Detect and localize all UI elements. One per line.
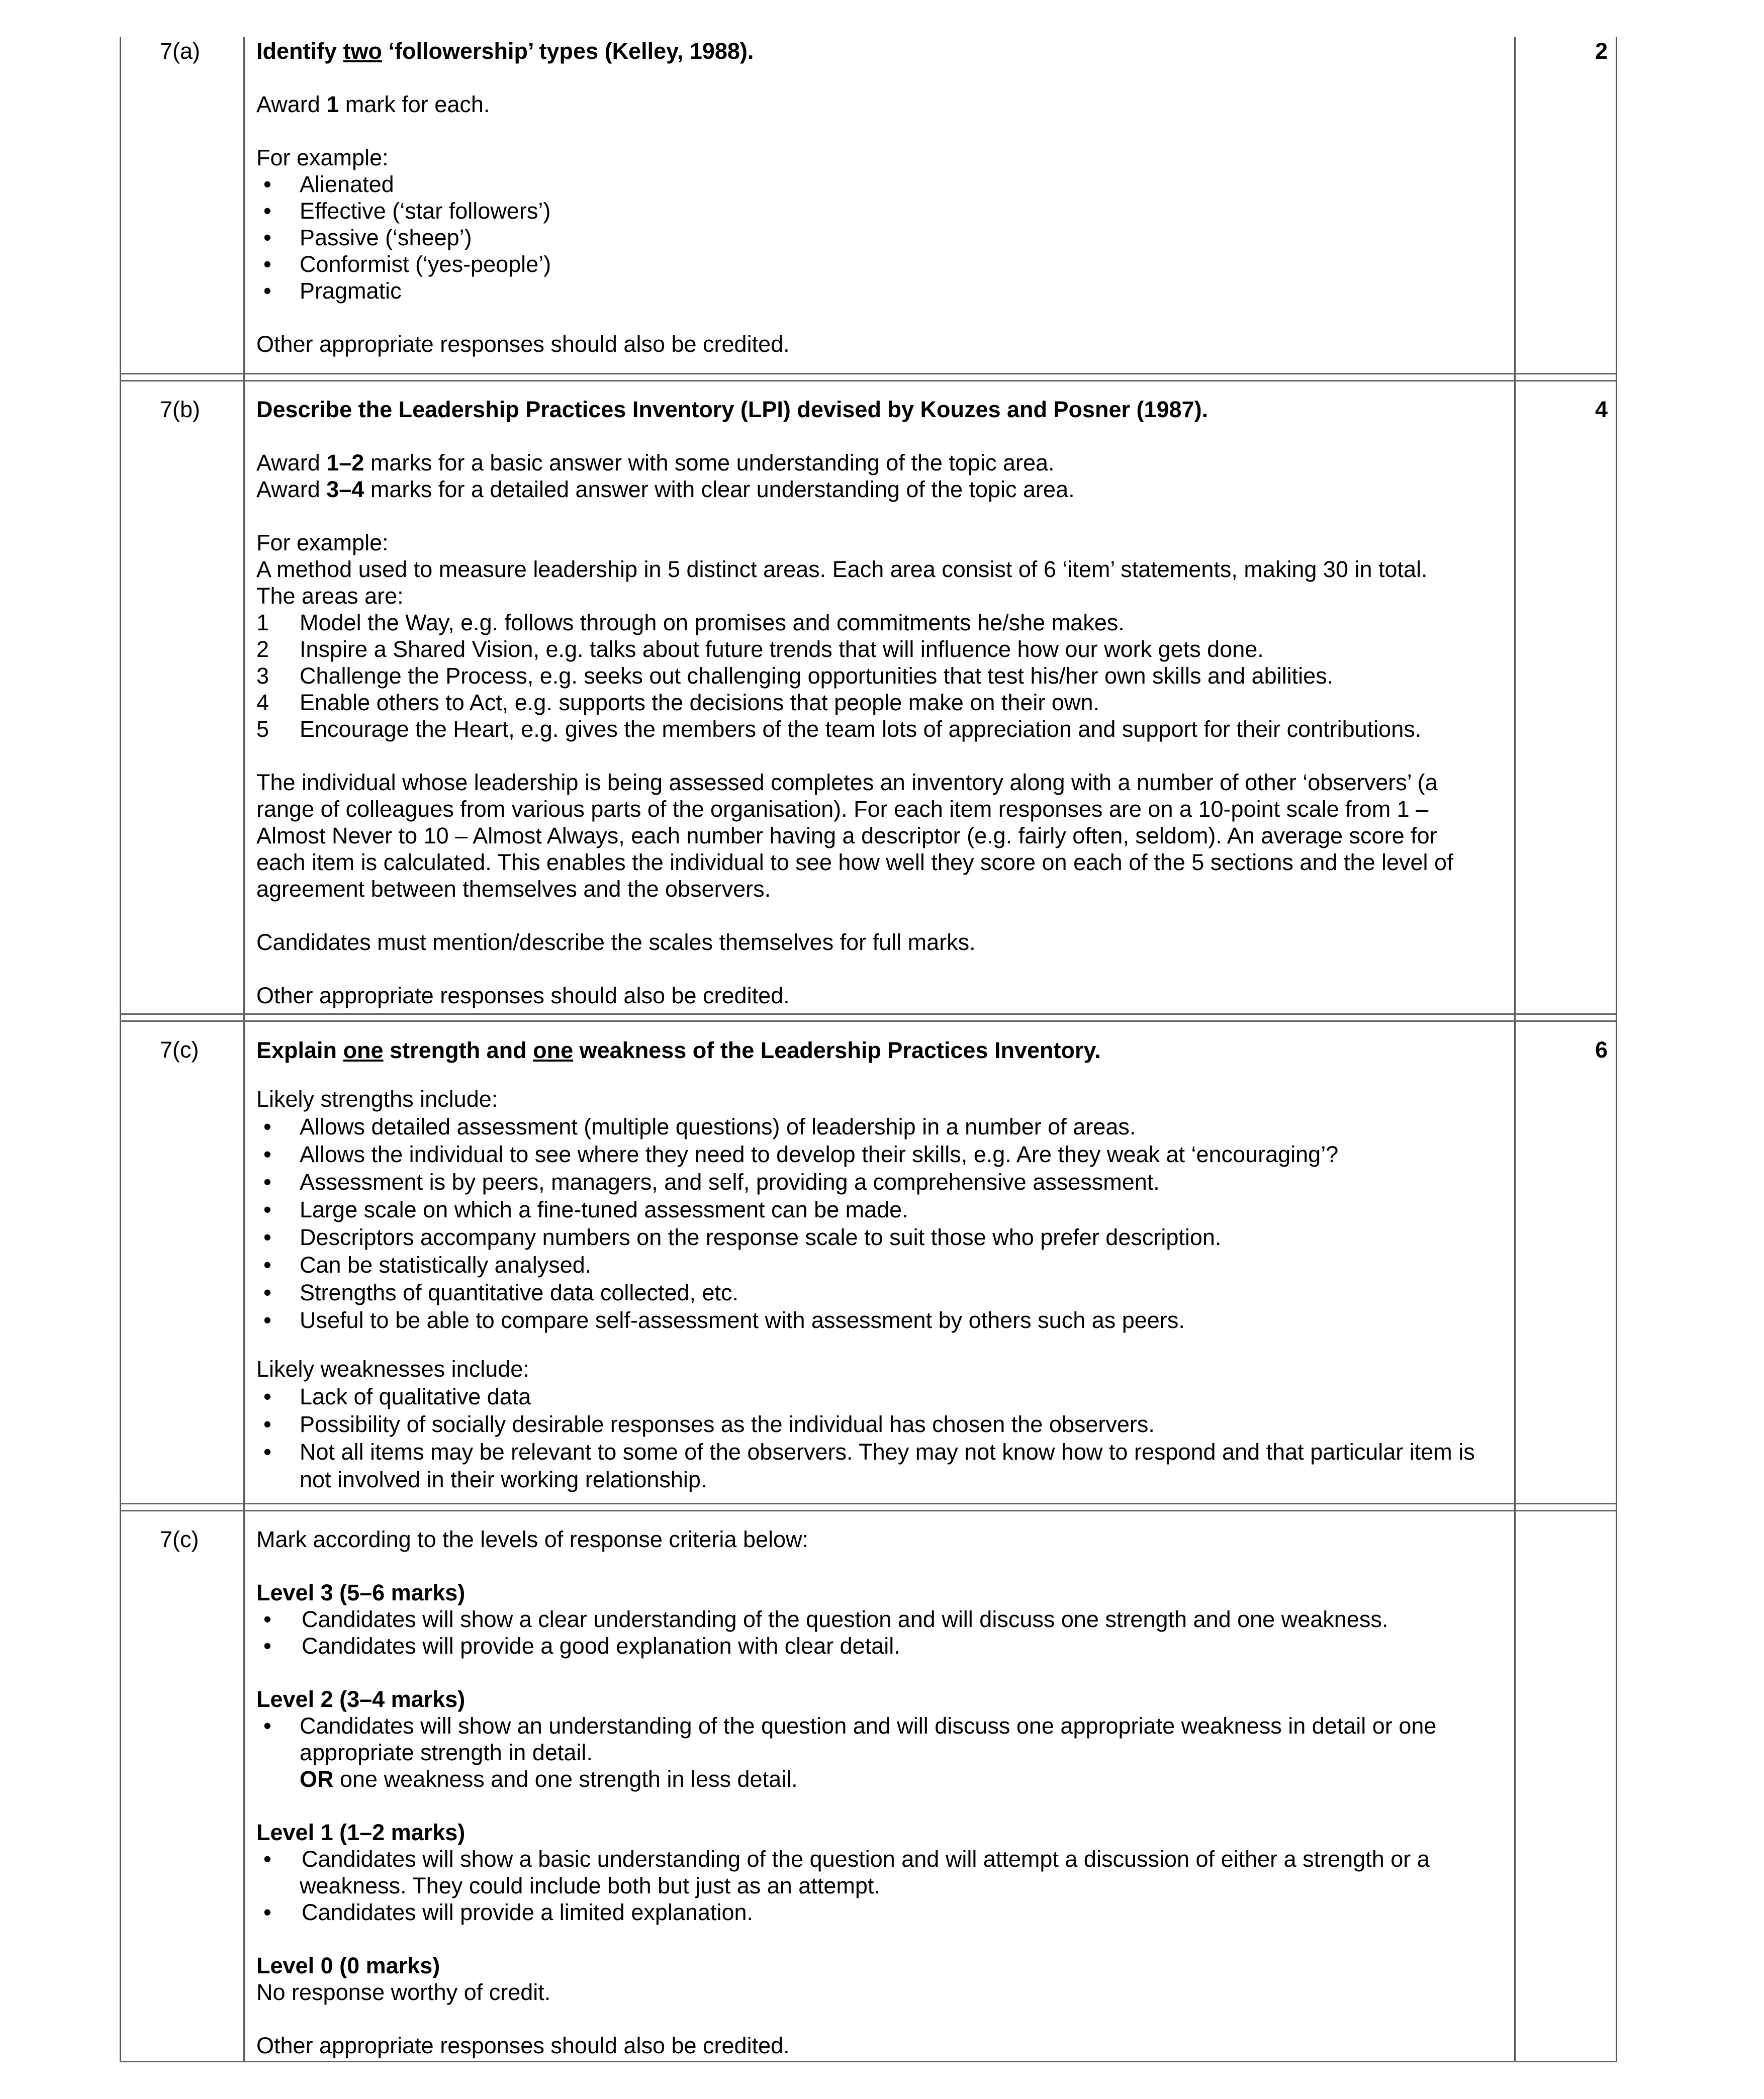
list-item: • Lack of qualitative data (256, 1383, 1493, 1410)
level-0-title: Level 0 (0 marks) (256, 1953, 440, 1978)
list-item: • Conformist (‘yes-people’) (256, 251, 1493, 277)
list-item: • Candidates will show an understanding of the question and will discuss one appropriate weakness in detail or one appropriate strength in detail. OR one weakness and one strength in less detail. (256, 1712, 1493, 1792)
paragraph-line: agreement between themselves and the observers. (256, 876, 771, 902)
list-item: • Pragmatic (256, 277, 1493, 304)
intro-text: The areas are: (256, 583, 404, 609)
level-0-text: No response worthy of credit. (256, 1979, 551, 2005)
question-number: 7(b) (160, 397, 201, 422)
list-item: 1 Model the Way, e.g. follows through on promises and commitments he/she makes. (256, 610, 1125, 635)
list-item: • Allows detailed assessment (multiple questions) of leadership in a number of areas. (256, 1113, 1493, 1140)
lpi-areas-list (256, 609, 1493, 742)
row-divider-1b (120, 380, 1617, 381)
list-item: • Strengths of quantitative data collected, etc. (256, 1279, 1493, 1306)
list-item: • Assessment is by peers, managers, and self, providing a comprehensive assessment. (256, 1168, 1493, 1196)
award-instruction: Award 1–2 marks for a basic answer with some understanding of the topic area. (256, 450, 1055, 475)
paragraph-line: each item is calculated. This enables the individual to see how well they score on each of the 5 sections and the level of (256, 849, 1453, 875)
list-item: 2 Inspire a Shared Vision, e.g. talks about future trends that will influence how our work gets done. (256, 636, 1264, 662)
row-divider-2a (120, 1013, 1617, 1015)
paragraph-line: range of colleagues from various parts of the organisation). For each item responses are on a 10-point scale from 1 – (256, 796, 1429, 822)
row-divider-3b (120, 1510, 1617, 1511)
mark-scheme-table (120, 0, 1617, 2099)
full-marks-note: Candidates must mention/describe the scales themselves for full marks. (256, 929, 976, 955)
list-item: • Alienated (256, 171, 1493, 198)
table-border-left (120, 37, 121, 2062)
question-number: 7(c) (160, 1037, 199, 1063)
strengths-list (256, 1113, 1493, 1334)
row-divider-1a (120, 373, 1617, 374)
list-item: • Passive (‘sheep’) (256, 224, 1493, 251)
list-item: 5 Encourage the Heart, e.g. gives the members of the team lots of appreciation and support for their contributions. (256, 716, 1422, 742)
marks-value: 6 (1595, 1037, 1608, 1063)
list-item: • Candidates will show a clear understanding of the question and will discuss one strength and one weakness. (256, 1606, 1493, 1633)
award-instruction: Award 3–4 marks for a detailed answer with clear understanding of the topic area. (256, 476, 1075, 502)
other-responses-note: Other appropriate responses should also be credited. (256, 983, 790, 1008)
answer-cell (256, 396, 1493, 1009)
list-item: • Candidates will provide a good explanation with clear detail. (256, 1633, 1493, 1659)
other-responses-note: Other appropriate responses should also be credited. (256, 331, 790, 357)
followership-list (256, 171, 1493, 304)
question-text: Identify two ‘followership’ types (Kelley, 1988). (256, 38, 754, 64)
list-item: • Candidates will show a basic understanding of the question and will attempt a discussion of either a strength or a weakness. They could include both but just as an attempt. (256, 1846, 1493, 1899)
list-item: 3 Challenge the Process, e.g. seeks out challenging opportunities that test his/her own skills and abilities. (256, 663, 1334, 689)
weaknesses-list (256, 1383, 1493, 1493)
marks-value: 2 (1595, 38, 1608, 64)
table-border-right (1616, 37, 1617, 2062)
list-item: • Can be statistically analysed. (256, 1251, 1493, 1279)
intro-text: A method used to measure leadership in 5 distinct areas. Each area consist of 6 ‘item’ statements, making 30 in total. (256, 556, 1428, 582)
example-label: For example: (256, 530, 389, 555)
levels-intro: Mark according to the levels of response criteria below: (256, 1526, 809, 1552)
row-divider-3a (120, 1503, 1617, 1504)
paragraph-line: Almost Never to 10 – Almost Always, each number having a descriptor (e.g. fairly often, seldom). An average score for (256, 823, 1437, 848)
list-item: • Large scale on which a fine-tuned assessment can be made. (256, 1196, 1493, 1223)
level-3-title: Level 3 (5–6 marks) (256, 1580, 466, 1605)
list-item: • Allows the individual to see where they need to develop their skills, e.g. Are they weak at ‘encouraging’? (256, 1140, 1493, 1168)
level-3-criteria (256, 1606, 1493, 1659)
list-item: • Effective (‘star followers’) (256, 198, 1493, 224)
level-2-title: Level 2 (3–4 marks) (256, 1686, 466, 1712)
paragraph-line: The individual whose leadership is being assessed completes an inventory along with a number of other ‘observers’ (a (256, 770, 1438, 795)
level-1-title: Level 1 (1–2 marks) (256, 1820, 466, 1845)
answer-cell (256, 1036, 1493, 1493)
marks-value: 4 (1595, 397, 1608, 422)
answer-cell (256, 1526, 1493, 2059)
example-label: For example: (256, 145, 389, 170)
other-responses-note: Other appropriate responses should also be credited. (256, 2033, 790, 2058)
weaknesses-label: Likely weaknesses include: (256, 1356, 529, 1382)
list-item: • Descriptors accompany numbers on the response scale to suit those who prefer description. (256, 1223, 1493, 1251)
row-divider-2b (120, 1020, 1617, 1022)
level-2-criteria (256, 1712, 1493, 1792)
answer-cell (256, 38, 1493, 357)
question-number: 7(a) (160, 38, 201, 64)
level-1-criteria (256, 1846, 1493, 1926)
table-bottom-border (120, 2061, 1617, 2062)
strengths-label: Likely strengths include: (256, 1086, 498, 1112)
question-number: 7(c) (160, 1526, 199, 1552)
list-item: • Candidates will provide a limited explanation. (256, 1899, 1493, 1926)
list-item: • Not all items may be relevant to some of the observers. They may not know how to respond and that particular item is not involved in their working relationship. (256, 1438, 1493, 1493)
description-paragraph (256, 769, 1493, 902)
list-item: 4 Enable others to Act, e.g. supports the decisions that people make on their own. (256, 690, 1099, 715)
award-instruction: Award 1 mark for each. (256, 91, 490, 117)
question-text: Describe the Leadership Practices Inventory (LPI) devised by Kouzes and Posner (1987). (256, 397, 1209, 422)
list-item: • Possibility of socially desirable responses as the individual has chosen the observers. (256, 1410, 1493, 1438)
list-item: • Useful to be able to compare self-assessment with assessment by others such as peers. (256, 1306, 1493, 1334)
question-text: Explain one strength and one weakness of the Leadership Practices Inventory. (256, 1037, 1101, 1063)
